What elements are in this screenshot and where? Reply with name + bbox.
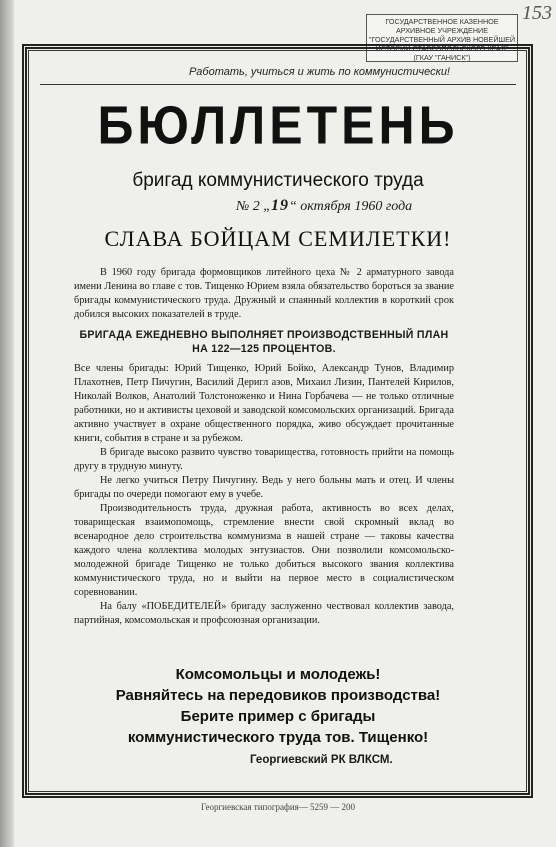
closing-appeal [0,664,556,748]
appeal-line: Равняйтесь на передовиков производства! [115,687,441,704]
issue-line: № 2 „19“ октября 1960 года [236,197,413,214]
issue-day: 19 [271,197,289,214]
paragraph: Не легко учиться Петру Пичугину. Ведь у него больны мать и отец. И члены бригады по очереди помогают ему в учебе. [74,475,454,500]
issue-number: № 2 [236,199,260,214]
archive-stamp-line: (ГКАУ "ГАНИСК") [413,53,471,62]
printer-imprint: Георгиевская типография— 5259 — 200 [200,802,356,812]
archive-sheet-number: 153 [522,2,552,24]
paragraph: На балу «ПОБЕДИТЕЛЕЙ» бригаду заслуженно чествовал коллектив завода, партийная, комсомольская и профсоюзная организации. [74,601,454,626]
paragraph: Производительность труда, дружная работа, активность во всех делах, товарищеская взаимопомощь, стремление внести свой скромный вклад во всенародное дело строительства коммунизма в нашей стране — таковы качества каждого члена коллектива молодых энтузиастов. Они позволили комсомольско-молодежной бригаде Тищенко не только добиться высокого звания коллектива коммунистического труда, но и выйти на первое место в социалистическом соревновании. [74,503,454,598]
paragraph: Все члены бригады: Юрий Тищенко, Юрий Бойко, Александр Тунов, Владимир Плахотнев, Петр Пичугин, Василий Деригл азов, Михаил Лизин, Пантелей Кирилов, Николай Волков, Анатолий Толстоноженко и Нина Горбачева — не только отличные работники, но и активисты цеховой и заводской комсомольских организаций. Бригада активно участвует в охране общественного порядка, живо обсуждает прочитанные книги, события в стране и за рубежом. [74,363,454,444]
archive-stamp-line: ИСТОРИИ СТАВРОПОЛЬСКОГО КРАЯ" [375,44,509,53]
paragraph: В бригаде высоко развито чувство товарищества, готовность прийти на помощь другу в трудную минуту. [74,447,454,472]
archive-stamp-line: "ГОСУДАРСТВЕННЫЙ АРХИВ НОВЕЙШЕЙ [368,35,516,44]
article-body [74,266,454,628]
page-title: БЮЛЛЕТЕНЬ [97,94,459,156]
headline: СЛАВА БОЙЦАМ СЕМИЛЕТКИ! [104,226,452,251]
archive-stamp-line: ГОСУДАРСТВЕННОЕ КАЗЕННОЕ [385,17,499,26]
issue-date: октября 1960 года [300,199,413,214]
motto: Работать, учиться и жить по коммунистически! [188,66,450,78]
subtitle: бригад коммунистического труда [132,170,424,191]
caps-statement: БРИГАДА ЕЖЕДНЕВНО ВЫПОЛНЯЕТ ПРОИЗВОДСТВЕННЫЙ ПЛАН НА 122—125 ПРОЦЕНТОВ. [79,329,449,355]
appeal-line: Комсомольцы и молодежь! [175,666,381,683]
paragraph: В 1960 году бригада формовщиков литейного цеха № 2 арматурного завода имени Ленина во главе с тов. Тищенко Юрием взяла обязательство бороться за звание бригады коммунистического труда. Дружный и спаянный коллектив в короткий срок добился высоких показателей в труде. [74,267,454,320]
signature: Георгиевский РК ВЛКСМ. [250,754,393,766]
archive-stamp-line: АРХИВНОЕ УЧРЕЖДЕНИЕ [396,26,488,35]
motto-divider [40,84,516,85]
appeal-line: Берите пример с бригады [180,708,376,725]
appeal-line: коммунистического труда тов. Тищенко! [127,729,429,746]
